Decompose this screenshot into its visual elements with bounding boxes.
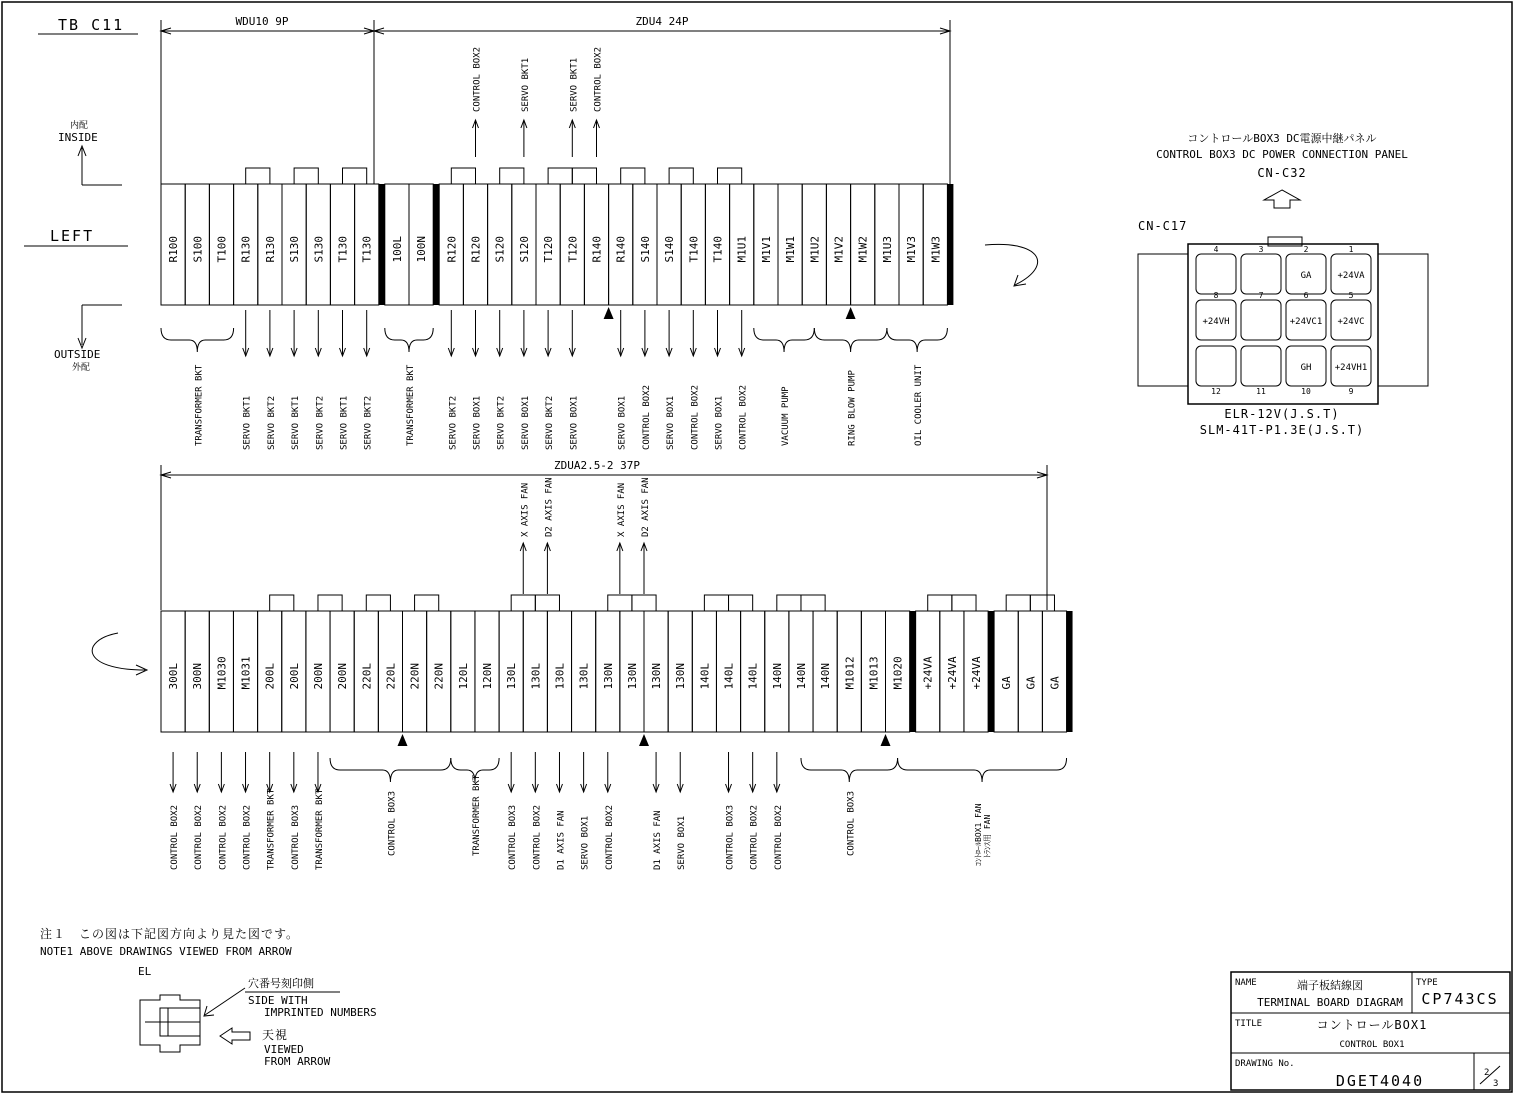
view-arrow-icon: [220, 1028, 250, 1044]
jumper-tab: [1006, 595, 1030, 611]
below-label: D1 AXIS FAN: [556, 810, 567, 870]
terminal-label: R120: [445, 236, 459, 263]
jumper-tab: [729, 595, 753, 611]
sheet-den: 3: [1493, 1079, 1499, 1089]
jumper-tab: [608, 595, 632, 611]
terminal-label: 130L: [529, 663, 543, 690]
terminal-label: M1U3: [880, 236, 894, 263]
jumper-tab: [535, 595, 559, 611]
terminal-label: 140L: [722, 663, 736, 690]
terminal-cell: [1042, 611, 1066, 732]
terminal-label: GA: [1000, 676, 1014, 690]
marker-triangle: [639, 734, 649, 746]
title-label: TITLE: [1235, 1019, 1263, 1029]
terminal-cell: [1018, 611, 1042, 732]
bottom-header: [92, 459, 1047, 675]
connector-pin: [1241, 346, 1281, 386]
note-jp: 注１ この図は下記図方向より見た図です。: [40, 927, 300, 941]
below-label: CONTROL BOX2: [641, 384, 652, 450]
marker-triangle: [398, 734, 408, 746]
group-label: TRANSFORMER BKT: [471, 774, 482, 856]
connector-panel: [1138, 131, 1428, 437]
inside-jp: 内配: [70, 121, 89, 131]
view-en-2: FROM ARROW: [264, 1055, 331, 1068]
inside-label: INSIDE: [58, 131, 98, 144]
top-below-labels: [161, 310, 947, 450]
terminal-label: M1W1: [784, 236, 798, 263]
jumper-tab: [632, 595, 656, 611]
name-jp: 端子板結線図: [1297, 979, 1363, 992]
jumper-tab: [415, 595, 439, 611]
pin-number: 8: [1213, 291, 1219, 300]
jumper-tab: [572, 168, 596, 184]
terminal-label: M1U2: [808, 236, 822, 263]
jumper-tab: [928, 595, 952, 611]
bottom-above-labels: [520, 477, 651, 594]
terminal-label: 200N: [311, 663, 325, 690]
view-en-1: VIEWED: [264, 1043, 304, 1056]
connector-pin: [1196, 254, 1236, 294]
pin-signal-label: +24VH1: [1334, 363, 1368, 373]
jumper-tab: [801, 595, 825, 611]
fan-label-2: ﾄﾗﾝｽ用 FAN: [983, 814, 993, 858]
section-a-label: WDU10 9P: [235, 15, 289, 28]
below-label: SERVO BKT1: [242, 395, 253, 450]
up-arrow-icon: [1264, 190, 1300, 208]
terminal-label: T120: [542, 236, 556, 263]
pin-number: 1: [1348, 245, 1354, 254]
terminal-label: +24VA: [921, 656, 935, 690]
top-above-labels: [473, 47, 604, 157]
above-label: SERVO BKT1: [520, 57, 531, 112]
terminal-label: R140: [614, 236, 628, 263]
below-label: CONTROL BOX2: [532, 804, 543, 870]
terminal-label: R130: [239, 236, 253, 263]
pin-number: 6: [1303, 291, 1309, 300]
terminal-label: 120L: [456, 663, 470, 690]
below-label: CONTROL BOX2: [738, 384, 749, 450]
jumper-tab: [1030, 595, 1054, 611]
terminal-label: 130N: [601, 663, 615, 690]
terminal-label: T130: [360, 236, 374, 263]
connector-pin: [1196, 346, 1236, 386]
jumper-tab: [294, 168, 318, 184]
group-label: RING BLOW PUMP: [847, 370, 858, 446]
bottom-section-label: ZDUA2.5-2 37P: [553, 459, 641, 472]
jumper-tab: [548, 168, 572, 184]
terminal-label: 130L: [553, 663, 567, 690]
below-label: CONTROL BOX2: [218, 804, 229, 870]
marker-triangle: [881, 734, 891, 746]
terminal-label: GA: [1024, 676, 1038, 690]
terminal-label: 100L: [390, 236, 404, 263]
terminal-separator: [1067, 611, 1073, 732]
pin-signal-label: +24VC: [1337, 317, 1365, 327]
pin-signal-label: +24VH: [1202, 317, 1230, 327]
pin-signal-label: GA: [1300, 271, 1312, 281]
below-label: SERVO BKT1: [339, 395, 350, 450]
terminal-label: 140L: [746, 663, 760, 690]
cn-c17-label: CN-C17: [1138, 219, 1188, 233]
terminal-label: M1030: [215, 656, 229, 690]
terminal-label: T140: [711, 236, 725, 263]
bottom-below-labels: [170, 752, 1066, 870]
terminal-label: 220N: [432, 663, 446, 690]
terminal-label: 140N: [819, 663, 833, 690]
group-label: TRANSFORMER BKT: [194, 364, 205, 446]
above-label: D2 AXIS FAN: [544, 477, 555, 537]
terminal-separator: [988, 611, 994, 732]
pin-number: 2: [1303, 245, 1309, 254]
below-label: CONTROL BOX2: [170, 804, 181, 870]
tbc-label: TB C11: [58, 16, 125, 34]
jumper-tab: [952, 595, 976, 611]
sheet-num: 2: [1484, 1068, 1490, 1078]
below-label: CONTROL BOX3: [508, 804, 519, 870]
jumper-tab: [669, 168, 693, 184]
marker-triangle: [846, 307, 856, 319]
terminal-label: M1V3: [905, 236, 919, 263]
connector-title-jp: コントロールBOX3 DC電源中継パネル: [1187, 132, 1377, 145]
below-label: D1 AXIS FAN: [653, 810, 664, 870]
terminal-label: 130L: [577, 663, 591, 690]
pin-number: 3: [1258, 245, 1264, 254]
terminal-label: 200L: [263, 663, 277, 690]
terminal-label: M1020: [891, 656, 905, 690]
jumper-tab: [704, 595, 728, 611]
above-label: D2 AXIS FAN: [641, 477, 651, 537]
pin-number: 9: [1348, 387, 1354, 396]
group-label: TRANSFORMER BKT: [406, 364, 416, 446]
terminal-label: 220L: [384, 663, 398, 690]
jumper-tab: [343, 168, 367, 184]
terminal-label: 220L: [360, 663, 374, 690]
connector-pin: [1241, 254, 1281, 294]
terminal-label: S120: [517, 236, 531, 263]
terminal-label: R130: [263, 236, 277, 263]
outside-jp: 外配: [72, 363, 91, 373]
below-label: SERVO BKT2: [545, 395, 556, 450]
below-label: SERVO BKT2: [266, 395, 277, 450]
cn-c32-label: CN-C32: [1257, 166, 1307, 180]
terminal-label: S120: [493, 236, 507, 263]
flow-arrow-right: [985, 244, 1038, 285]
outside-label: OUTSIDE: [54, 348, 101, 361]
terminal-label: T130: [336, 236, 350, 263]
below-label: CONTROL BOX2: [749, 804, 760, 870]
pin-number: 11: [1256, 387, 1266, 396]
side-jp: 穴番号刻印側: [248, 977, 314, 990]
below-label: CONTROL BOX2: [242, 804, 253, 870]
below-label: SERVO BOX1: [569, 395, 580, 450]
terminal-label: GA: [1048, 676, 1062, 690]
jumper-tab: [511, 595, 535, 611]
above-label: SERVO BKT1: [569, 57, 580, 112]
above-label: X AXIS FAN: [520, 482, 531, 537]
below-label: SERVO BOX1: [666, 395, 677, 450]
side-en-1: SIDE WITH: [248, 994, 308, 1007]
terminal-label: T100: [215, 236, 229, 263]
below-label: SERVO BOX1: [580, 815, 591, 870]
flow-arrow-left: [92, 633, 145, 670]
notes-section: [40, 926, 377, 1068]
below-label: TRANSFORMER BKT: [266, 788, 277, 870]
side-en-2: IMPRINTED NUMBERS: [264, 1006, 377, 1019]
terminal-label: 300L: [167, 663, 181, 690]
pin-signal-label: +24VC1: [1289, 317, 1323, 327]
pin-number: 12: [1211, 387, 1221, 396]
note-en: NOTE1 ABOVE DRAWINGS VIEWED FROM ARROW: [40, 945, 292, 958]
title-block: [1231, 972, 1510, 1090]
terminal-label: M1U1: [735, 236, 749, 263]
terminal-label: S130: [288, 236, 302, 263]
terminal-label: 130N: [625, 663, 639, 690]
pin-number: 5: [1348, 291, 1354, 300]
jumper-tab: [500, 168, 524, 184]
below-label: CONTROL BOX2: [773, 804, 784, 870]
below-label: SERVO BKT2: [363, 395, 374, 450]
terminal-label: 130N: [674, 663, 688, 690]
below-label: SERVO BOX1: [617, 395, 628, 450]
drawing-label: DRAWING No.: [1235, 1059, 1295, 1069]
jumper-tab: [318, 595, 342, 611]
terminal-label: R100: [167, 236, 181, 263]
pin-signal-label: GH: [1300, 363, 1312, 373]
below-label: SERVO BOX1: [472, 395, 483, 450]
pin-number: 4: [1213, 245, 1219, 254]
terminal-label: S140: [638, 236, 652, 263]
terminal-label: T120: [566, 236, 580, 263]
terminal-label: T140: [687, 236, 701, 263]
terminal-label: 140L: [698, 663, 712, 690]
marker-triangle: [604, 307, 614, 319]
below-label: SERVO BKT2: [315, 395, 326, 450]
drawing-no: DGET4040: [1335, 1072, 1425, 1090]
terminal-label: 130N: [650, 663, 664, 690]
terminal-separator: [433, 184, 439, 305]
jumper-tab: [366, 595, 390, 611]
above-label: X AXIS FAN: [616, 482, 627, 537]
top-terminal-board: [161, 168, 953, 319]
left-label: LEFT: [50, 227, 95, 245]
jumper-tab: [777, 595, 801, 611]
terminal-label: M1V1: [759, 236, 773, 263]
jumper-tab: [451, 168, 475, 184]
below-label: TRANSFORMER BKT: [314, 788, 325, 870]
fan-label-1: ｺﾝﾄﾛｰﾙBOX1 FAN: [974, 803, 984, 866]
above-label: CONTROL BOX2: [593, 46, 604, 112]
section-b-label: ZDU4 24P: [635, 15, 689, 28]
jumper-tab: [246, 168, 270, 184]
connector-title-en: CONTROL BOX3 DC POWER CONNECTION PANEL: [1156, 148, 1408, 161]
jumper-tab: [718, 168, 742, 184]
terminal-label: 220N: [408, 663, 422, 690]
terminal-label: 120N: [481, 663, 495, 690]
terminal-label: 200N: [336, 663, 350, 690]
below-label: SERVO BKT2: [448, 395, 459, 450]
terminal-label: 140N: [770, 663, 784, 690]
terminal-label: 140N: [794, 663, 808, 690]
terminal-label: R140: [590, 236, 604, 263]
bottom-terminal-board: [161, 595, 1073, 746]
above-label: CONTROL BOX2: [472, 46, 483, 112]
pin-number: 7: [1258, 291, 1264, 300]
terminal-label: +24VA: [970, 656, 984, 690]
jumper-tab: [270, 595, 294, 611]
terminal-label: 300N: [191, 663, 205, 690]
name-en: TERMINAL BOARD DIAGRAM: [1257, 996, 1403, 1009]
below-label: CONTROL BOX2: [604, 804, 615, 870]
terminal-cell: [994, 611, 1018, 732]
title-jp: コントロールBOX1: [1316, 1018, 1428, 1032]
terminal-label: S100: [191, 236, 205, 263]
connector-side-view: [140, 995, 200, 1052]
terminal-label: 100N: [415, 236, 429, 263]
group-label: CONTROL BOX3: [846, 790, 857, 856]
below-label: CONTROL BOX3: [725, 804, 736, 870]
terminal-label: M1012: [843, 656, 857, 690]
terminal-separator: [947, 184, 953, 305]
below-label: CONTROL BOX2: [194, 804, 205, 870]
below-label: CONTROL BOX3: [290, 804, 301, 870]
terminal-label: M1W3: [929, 236, 943, 263]
terminal-label: 130L: [505, 663, 519, 690]
below-label: SERVO BOX1: [677, 815, 688, 870]
jumper-tab: [621, 168, 645, 184]
type-label: TYPE: [1416, 978, 1438, 988]
part-number-2: SLM-41T-P1.3E(J.S.T): [1199, 423, 1365, 437]
connector-pin: [1241, 300, 1281, 340]
name-label: NAME: [1235, 978, 1257, 988]
pin-signal-label: +24VA: [1337, 271, 1365, 281]
below-label: SERVO BKT2: [496, 395, 507, 450]
group-label: CONTROL BOX3: [387, 790, 398, 856]
below-label: SERVO BOX1: [520, 395, 531, 450]
terminal-label: M1V2: [832, 236, 846, 263]
title-en: CONTROL BOX1: [1339, 1040, 1405, 1050]
terminal-separator: [379, 184, 385, 305]
terminal-label: M1013: [867, 656, 881, 690]
below-label: CONTROL BOX2: [690, 384, 701, 450]
terminal-label: R120: [469, 236, 483, 263]
terminal-label: 200L: [287, 663, 301, 690]
terminal-label: M1W2: [856, 236, 870, 263]
terminal-separator: [910, 611, 916, 732]
terminal-label: S130: [312, 236, 326, 263]
below-label: SERVO BOX1: [714, 395, 725, 450]
view-jp: 天視: [262, 1028, 289, 1042]
el-label: EL: [138, 965, 152, 978]
part-number-1: ELR-12V(J.S.T): [1224, 407, 1340, 421]
terminal-label: +24VA: [945, 656, 959, 690]
group-label: OIL COOLER UNIT: [914, 364, 925, 446]
below-label: SERVO BKT1: [291, 395, 302, 450]
group-label: VACUUM PUMP: [781, 386, 792, 446]
pin-number: 10: [1301, 387, 1311, 396]
terminal-label: M1031: [239, 656, 253, 690]
terminal-label: S140: [663, 236, 677, 263]
type-value: CP743CS: [1421, 990, 1499, 1008]
